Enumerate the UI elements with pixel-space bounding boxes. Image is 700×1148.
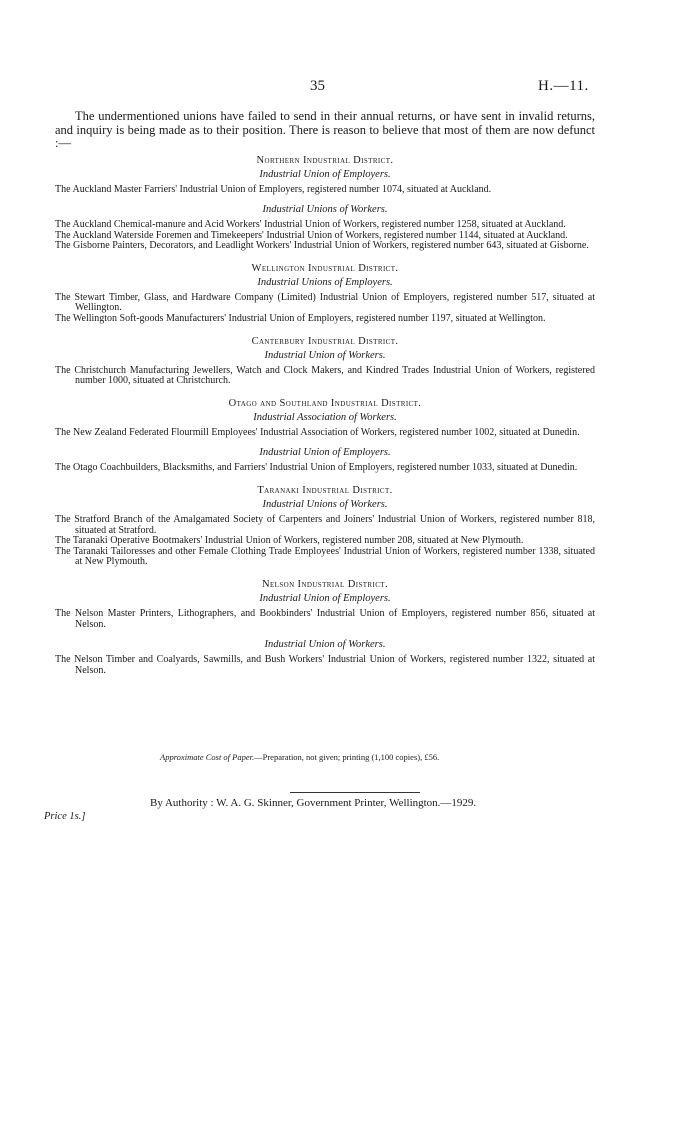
authority-line: By Authority : W. A. G. Skinner, Government Printer, Wellington.—1929. xyxy=(150,797,477,809)
district-title: Northern Industrial District. xyxy=(256,154,394,166)
union-type-heading: Industrial Union of Employers. xyxy=(259,593,391,604)
union-type-heading: Industrial Unions of Workers. xyxy=(262,499,388,511)
union-entry: The Auckland Master Farriers' Industrial Union of Employers, registered number 1074, situated at Auckland. xyxy=(55,183,492,195)
page-body xyxy=(55,110,595,676)
district-title: Otago and Southland Industrial District. xyxy=(228,397,422,409)
union-type-heading: Industrial Union of Employers. xyxy=(259,168,391,180)
union-entry: The Nelson Timber and Coalyards, Sawmills, and Bush Workers' Industrial Union of Workers, registered number 1322, situated at Nelson. xyxy=(55,654,595,676)
union-entry: The Christchurch Manufacturing Jewellers, Watch and Clock Makers, and Kindred Trades Industrial Union of Workers, registered number 1000, situated at Christchurch. xyxy=(55,364,595,387)
union-type-heading: Industrial Association of Workers. xyxy=(253,411,397,423)
union-entry: The Taranaki Operative Bootmakers' Industrial Union of Workers, registered number 208, situated at New Plymouth. xyxy=(55,535,524,547)
union-type-heading: Industrial Union of Employers. xyxy=(259,447,391,459)
footer-rule xyxy=(290,792,420,793)
union-entry: The New Zealand Federated Flourmill Employees' Industrial Association of Workers, registered number 1002, situated at Dunedin. xyxy=(55,426,580,438)
district-section xyxy=(55,262,595,325)
district-title: Wellington Industrial District. xyxy=(251,262,399,274)
district-title: Canterbury Industrial District. xyxy=(251,335,399,347)
price-note: Price 1s.] xyxy=(44,811,86,822)
intro-paragraph: The undermentioned unions have failed to send in their annual returns, or have sent in invalid returns, and inquiry is being made as to their position. There is reason to believe that most of them are now defunct :— xyxy=(55,109,595,150)
union-entry: The Auckland Chemical-manure and Acid Workers' Industrial Union of Workers, registered number 1258, situated at Auckland. xyxy=(55,219,566,231)
union-type-heading: Industrial Union of Workers. xyxy=(264,639,386,651)
cost-text: —Preparation, not given; printing (1,100 copies), £56. xyxy=(254,752,440,762)
union-entry: The Gisborne Painters, Decorators, and Leadlight Workers' Industrial Union of Workers, registered number 643, situated at Gisborne. xyxy=(55,240,589,252)
union-entry: The Auckland Waterside Foremen and Timekeepers' Industrial Union of Workers, registered number 1144, situated at Auckland. xyxy=(55,229,568,241)
document-reference: H.—11. xyxy=(538,78,589,94)
district-section xyxy=(55,484,595,568)
union-entry: The Otago Coachbuilders, Blacksmiths, and Farriers' Industrial Union of Employers, registered number 1033, situated at Dunedin. xyxy=(55,462,578,474)
district-section xyxy=(55,578,595,676)
cost-label: Approximate Cost of Paper. xyxy=(160,752,255,762)
union-entry: The Nelson Master Printers, Lithographers, and Bookbinders' Industrial Union of Employers, registered number 856, situated at Nelson. xyxy=(55,608,595,630)
printing-cost-note xyxy=(160,752,439,762)
page-header xyxy=(0,78,700,98)
district-section xyxy=(55,154,595,252)
district-section xyxy=(55,397,595,474)
district-section xyxy=(55,335,595,387)
union-entry: The Wellington Soft-goods Manufacturers' Industrial Union of Employers, registered number 1197, situated at Wellington. xyxy=(55,313,546,325)
union-entry: The Taranaki Tailoresses and other Female Clothing Trade Employees' Industrial Union of Workers, registered number 1338, situated at New Plymouth. xyxy=(55,545,595,568)
union-type-heading: Industrial Unions of Employers. xyxy=(257,276,393,288)
page-number: 35 xyxy=(310,78,325,94)
district-title: Nelson Industrial District. xyxy=(261,579,388,590)
union-type-heading: Industrial Unions of Workers. xyxy=(262,204,388,216)
district-title: Taranaki Industrial District. xyxy=(257,485,393,497)
union-entry: The Stewart Timber, Glass, and Hardware Company (Limited) Industrial Union of Employers, registered number 517, situated at Wellington. xyxy=(55,291,595,314)
union-type-heading: Industrial Union of Workers. xyxy=(264,349,386,361)
union-entry: The Stratford Branch of the Amalgamated Society of Carpenters and Joiners' Industrial Union of Workers, registered number 818, situated at Stratford. xyxy=(55,514,595,536)
